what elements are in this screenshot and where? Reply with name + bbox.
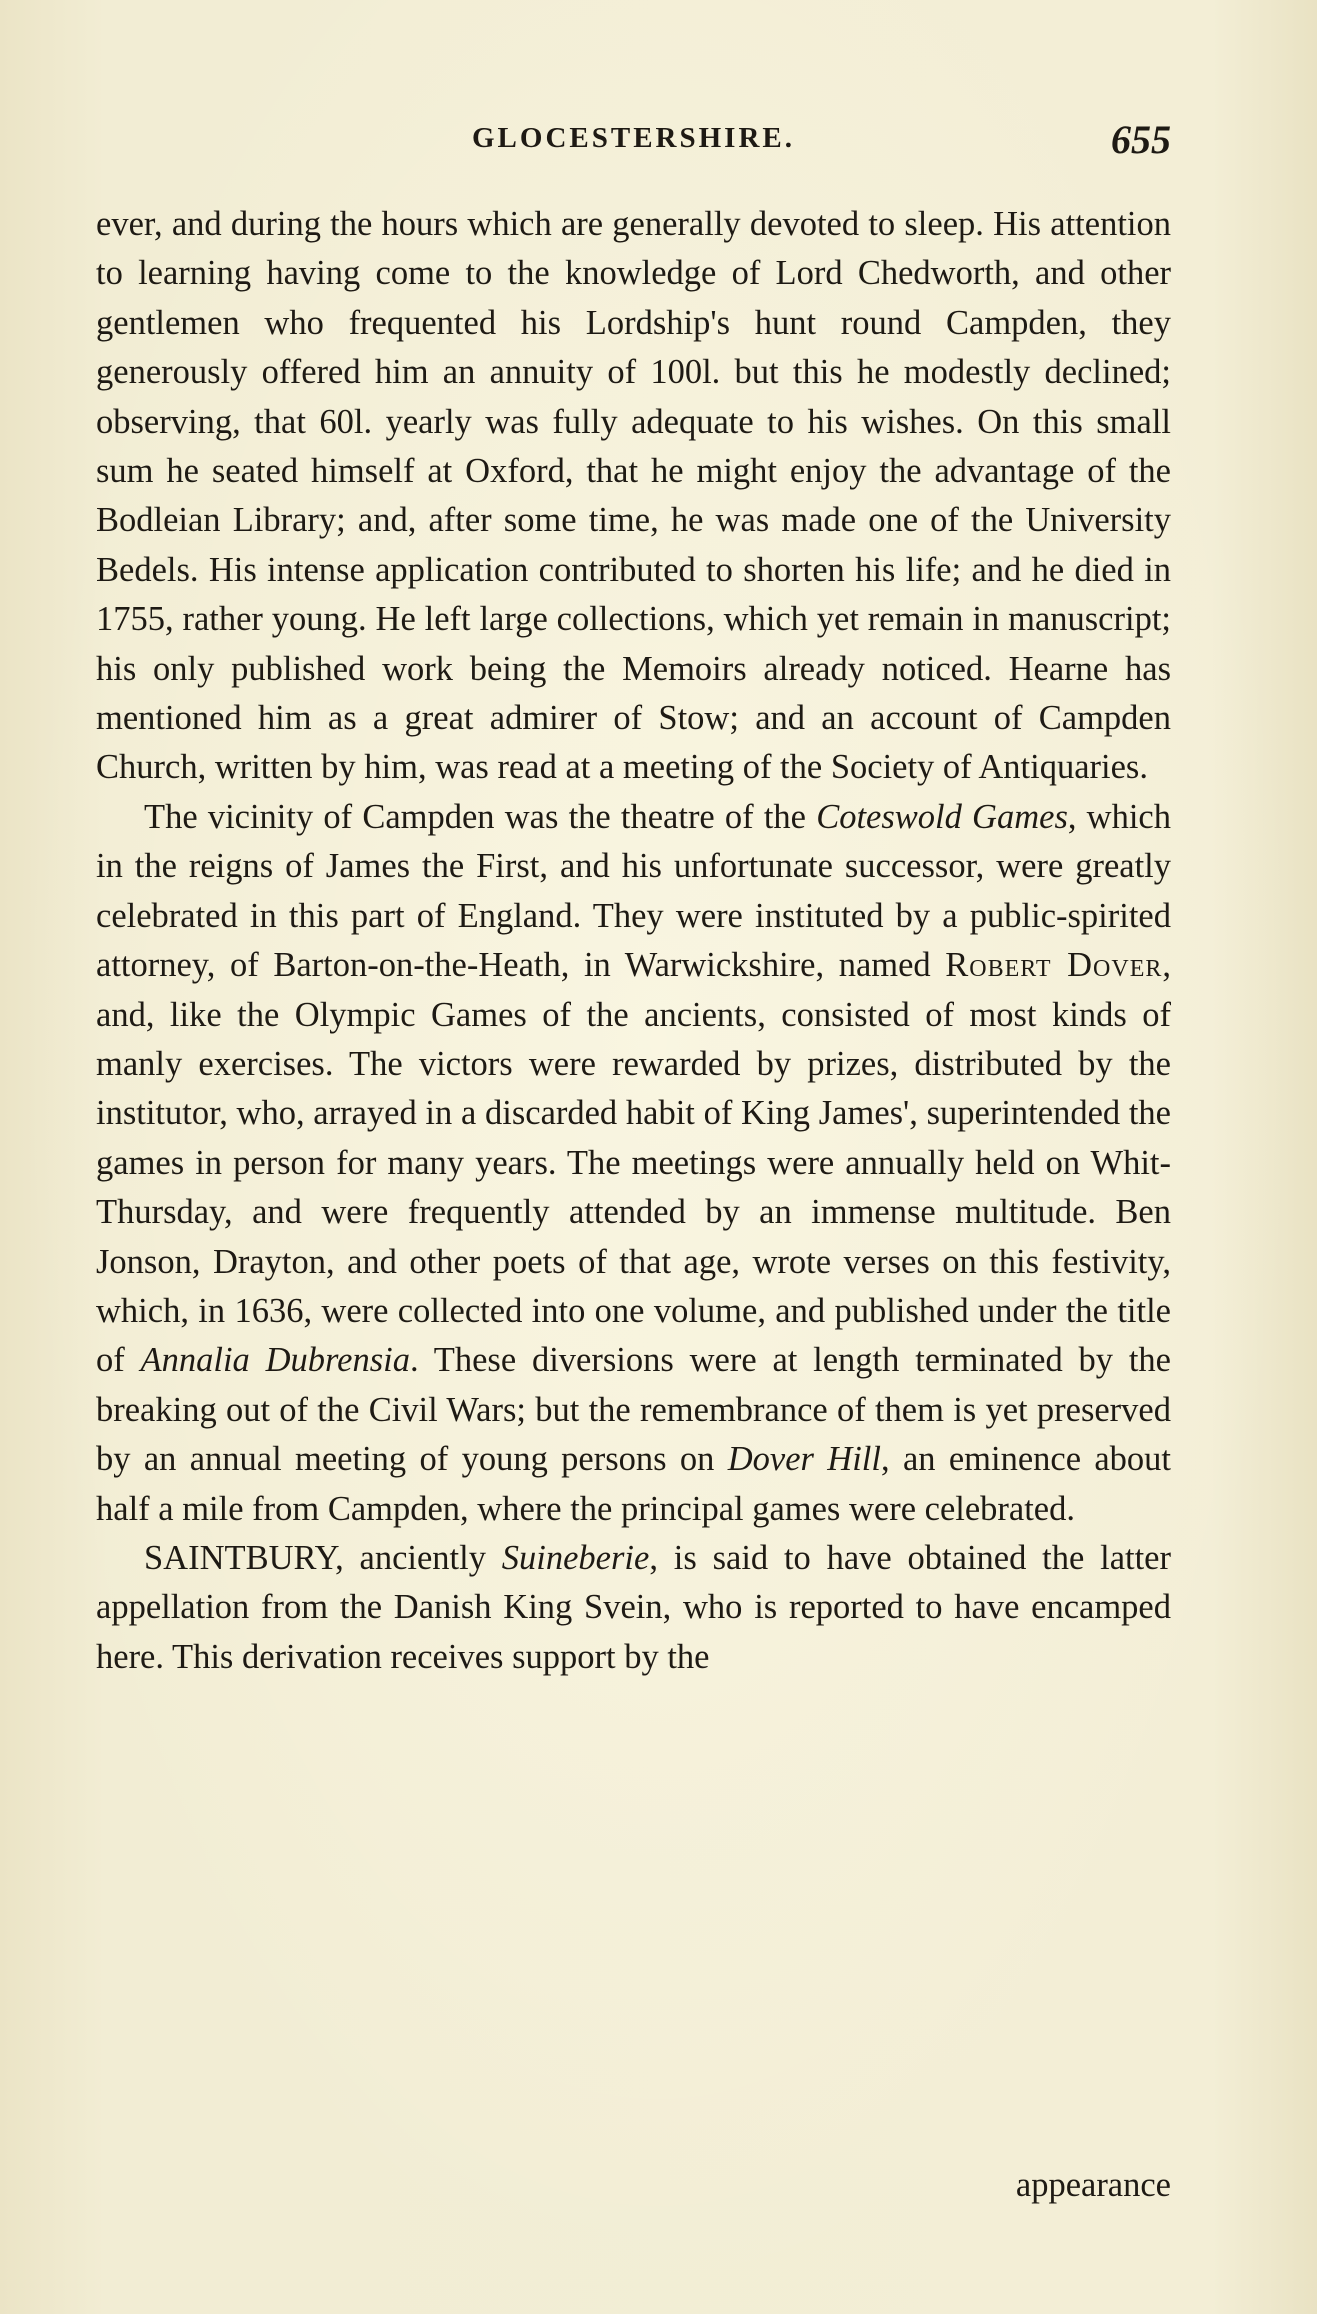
catchword: appearance xyxy=(1015,2166,1171,2204)
text-segment: Robert Dover xyxy=(945,946,1163,985)
text-segment: , an eminence about half a mile from Campden, where the principal games were celebrated. xyxy=(96,1440,1172,1528)
paragraph-2 xyxy=(96,793,1171,1534)
text-segment: Coteswold Games xyxy=(816,797,1068,836)
running-title: GLOCESTERSHIRE. xyxy=(471,122,795,154)
running-head xyxy=(96,116,1171,166)
text-segment: ever, and during the hours which are generally devoted to sleep. His attention to learning having come to the knowledge of Lord Chedworth, and other gentlemen who frequented his Lordship's hunt round Campden, they generously offered him an annuity of 100l. but this he modestly declined; observing, that 60l. yearly was fully adequate to his wishes. On this small sum he seated himself at Oxford, that he might enjoy the advantage of the Bodleian Library; and, after some time, he was made one of the University Bedels. His intense application contributed to shorten his life; and he died in 1755, rather young. He left large collections, which yet remain in manuscript; his only published work being the Memoirs already noticed. Hearne has mentioned him as a great admirer of Stow; and an account of Campden Church, written by him, was read at a meeting of the Society of Antiquaries. xyxy=(96,205,1171,787)
text-segment: , is said to have obtained the latter appellation from the Danish King Svein, who is reported to have encamped here. This derivation receives support by the xyxy=(96,1538,1171,1676)
text-segment: . These diversions were at length terminated by the breaking out of the Civil Wars; but the remembrance of them is yet preserved by an annual meeting of young persons on xyxy=(96,1341,1171,1479)
body-text xyxy=(96,200,1171,1682)
text-segment: , and, like the Olympic Games of the ancients, consisted of most kinds of manly exercises. The victors were rewarded by prizes, distributed by the institutor, who, arrayed in a discarded habit of King James', superintended the games in person for many years. The meetings were annually held on Whit-Thursday, and were frequently attended by an immense multitude. Ben Jonson, Drayton, and other poets of that age, wrote verses on this festivity, which, in 1636, were collected into one volume, and published under the title of xyxy=(96,946,1171,1380)
paragraph-1 xyxy=(96,200,1171,793)
text-segment: , which in the reigns of James the First, and his unfortunate successor, were greatly celebrated in this part of England. They were instituted by a public-spirited attorney, of Barton-on-the-Heath, in Warwickshire, named xyxy=(96,797,1171,985)
page-number: 655 xyxy=(1111,117,1171,162)
text-segment: The vicinity of Campden was the theatre of the xyxy=(144,797,817,836)
text-segment: SAINTBURY, anciently xyxy=(144,1538,502,1577)
text-segment: Suineberie xyxy=(501,1538,650,1577)
text-segment: Annalia Dubrensia xyxy=(140,1341,410,1380)
text-segment: Dover Hill xyxy=(727,1440,881,1479)
paragraph-3 xyxy=(96,1534,1171,1682)
